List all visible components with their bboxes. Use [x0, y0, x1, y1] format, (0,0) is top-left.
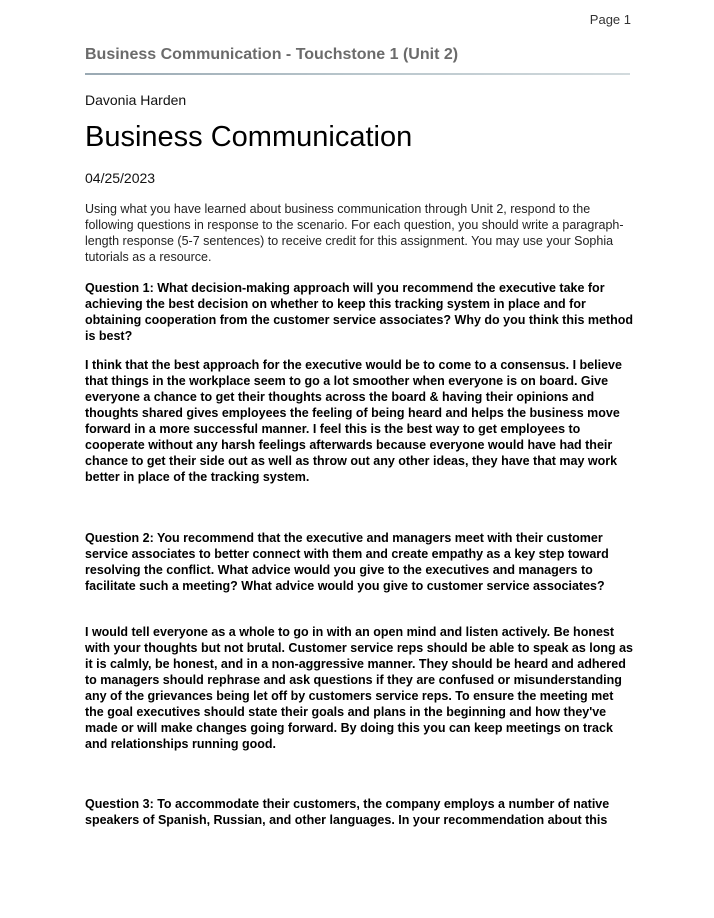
- header-divider: [85, 73, 630, 75]
- document-date: 04/25/2023: [85, 170, 156, 186]
- page-number: Page 1: [589, 12, 631, 27]
- header-title: Business Communication - Touchstone 1 (Unit 2): [85, 46, 459, 63]
- document-title: Business Communication: [85, 121, 413, 153]
- answer-1: I think that the best approach for the executive would be to come to a consensus. I believe that things in the workplace seem to go a lot smoother when everyone is on board. Give everyone a chance to get their thoughts across the board & having their opinions and thoughts shared gives employees the feeling of being heard and helps the business move forward in a more successful manner. I feel this is the best way to get employees to cooperate without any harsh feelings afterwards because everyone would have had their chance to get their side out as well as throw out any other ideas, they have that may work better in place of the tracking system.: [85, 358, 622, 484]
- document-header: [85, 45, 630, 64]
- answer-2: I would tell everyone as a whole to go in with an open mind and listen actively. Be honest with your thoughts but not brutal. Customer service reps should be able to speak as long as it is calmly, be honest, and in a non-aggressive manner. They should be heard and adhered to managers should rephrase and ask questions if they are confused or misunderstanding any of the grievances being let off by customers service reps. To ensure the meeting met the goal executives should state their goals and plans in the beginning and how they've made or will make changes going forward. By doing this you can keep meetings on track and relationships running good.: [85, 625, 634, 751]
- question-1: Question 1: What decision-making approach will you recommend the executive take for achieving the best decision on whether to keep this tracking system in place and for obtaining cooperation from the customer service associates? Why do you think this method is best?: [85, 281, 634, 343]
- author-name: Davonia Harden: [85, 92, 187, 108]
- question-3: Question 3: To accommodate their customers, the company employs a number of native speakers of Spanish, Russian, and other languages. In your recommendation about this: [85, 797, 610, 827]
- question-2: Question 2: You recommend that the executive and managers meet with their customer service associates to better connect with them and create empathy as a key step toward resolving the conflict. What advice would you give to the executives and managers to facilitate such a meeting? What advice would you give to customer service associates?: [85, 531, 609, 593]
- intro-paragraph: Using what you have learned about business communication through Unit 2, respond to the following questions in response to the scenario. For each question, you should write a paragraph-length response (5-7 sentences) to receive credit for this assignment. You may use your Sophia tutorials as a resource.: [85, 202, 624, 264]
